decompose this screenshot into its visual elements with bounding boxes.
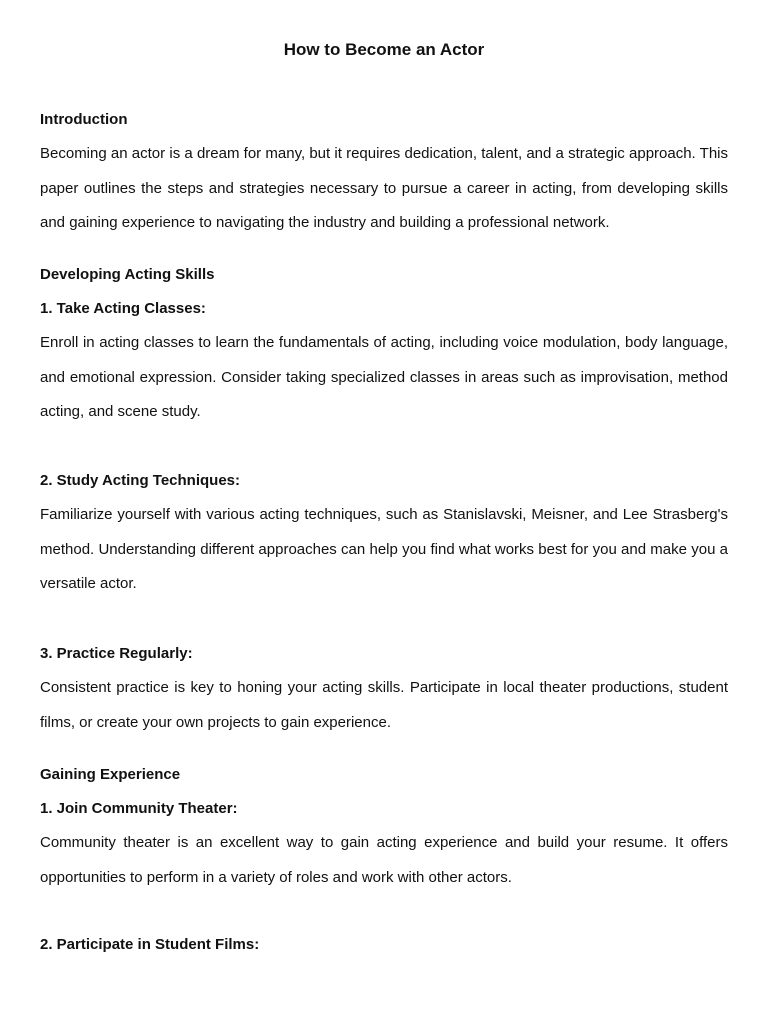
item-text-join-community-theater: Community theater is an excellent way to gain acting experience and build your resume. It offers opportunities to perform in a variety of roles and work with other actors. <box>40 834 728 886</box>
section-heading-gaining-experience: Gaining Experience <box>40 766 181 783</box>
item-text-study-acting-techniques: Familiarize yourself with various acting techniques, such as Stanislavski, Meisner, and Lee Strasberg's method. Understanding different approaches can help you find what works best for you and make you a versatile actor. <box>40 506 728 592</box>
item-title-study-acting-techniques: 2. Study Acting Techniques: <box>40 472 241 489</box>
item-text-take-acting-classes: Enroll in acting classes to learn the fundamentals of acting, including voice modulation, body language, and emotional expression. Consider taking specialized classes in areas such as improvisation, method acting, and scene study. <box>40 334 728 420</box>
section-heading-introduction: Introduction <box>40 111 128 128</box>
item-title-student-films: 2. Participate in Student Films: <box>40 936 260 953</box>
document-title: How to Become an Actor <box>283 40 485 59</box>
item-title-practice-regularly: 3. Practice Regularly: <box>40 645 193 662</box>
section-heading-developing-skills: Developing Acting Skills <box>40 266 215 283</box>
item-text-practice-regularly: Consistent practice is key to honing your acting skills. Participate in local theater productions, student films, or create your own projects to gain experience. <box>40 679 728 731</box>
item-title-join-community-theater: 1. Join Community Theater: <box>40 800 238 817</box>
item-title-take-acting-classes: 1. Take Acting Classes: <box>40 300 206 317</box>
introduction-paragraph: Becoming an actor is a dream for many, but it requires dedication, talent, and a strategic approach. This paper outlines the steps and strategies necessary to pursue a career in acting, from developing skills and gaining experience to navigating the industry and building a professional network. <box>40 145 728 231</box>
